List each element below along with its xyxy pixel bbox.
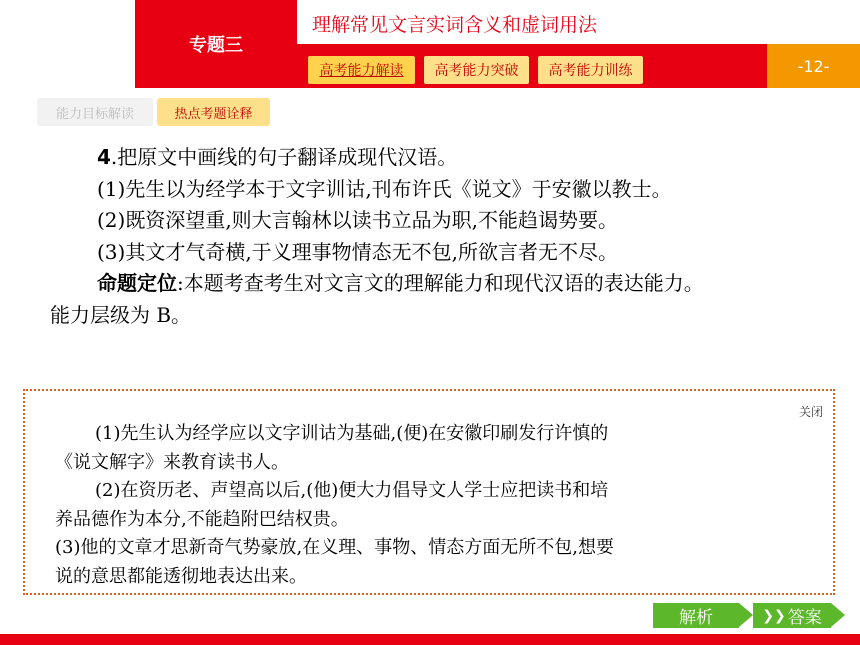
- double-chevron-icon: ❯❯: [762, 607, 786, 624]
- answer-2-line-1: (2)在资历老、声望高以后,(他)便大力倡导文人学士应把读书和培: [95, 480, 609, 501]
- close-button[interactable]: 关闭: [798, 405, 823, 419]
- corner-blank: [0, 0, 135, 88]
- answer-3-line-2: 说的意思都能透彻地表达出来。: [55, 565, 307, 587]
- answer-1-line-1: (1)先生认为经学应以文字训诂为基础,(便)在安徽印刷发行许慎的: [95, 423, 609, 444]
- question-number: 4: [97, 145, 111, 169]
- question-intro-text: .把原文中画线的句子翻译成现代汉语。: [110, 145, 458, 169]
- bottom-bar: [0, 634, 860, 645]
- subtab-goal-interpretation[interactable]: 能力目标解读: [37, 98, 153, 126]
- answer-button-tip: [831, 603, 845, 627]
- sentence-3: (3)其文才气奇横,于义理事物情态无不包,所欲言者无不尽。: [97, 239, 619, 264]
- tab-ability-breakthrough[interactable]: 高考能力突破: [424, 56, 529, 84]
- page-number: -12-: [767, 44, 860, 88]
- tab-ability-interpretation[interactable]: 高考能力解读: [308, 56, 415, 84]
- question-intro: [50, 142, 830, 174]
- answer-button[interactable]: [753, 603, 831, 628]
- proposition-position: [50, 268, 830, 300]
- answer-1-line-2: 《说文解字》来教育读书人。: [55, 451, 289, 473]
- subtab-hot-questions[interactable]: 热点考题诠释: [157, 98, 270, 126]
- answer-button-label: 答案: [787, 608, 822, 628]
- position-text-continued: 能力层级为 B。: [50, 302, 192, 327]
- sentence-1: (1)先生以为经学本于文字训诂,刊布许氏《说文》于安徽以教士。: [97, 176, 672, 201]
- page-title: 理解常见文言实词含义和虚词用法: [312, 14, 598, 36]
- analysis-button[interactable]: 解析: [653, 603, 739, 628]
- answer-2-line-2: 养品德作为本分,不能趋附巴结权贵。: [55, 508, 349, 530]
- tab-ability-training[interactable]: 高考能力训练: [538, 56, 643, 84]
- sentence-2: (2)既资深望重,则大言翰林以读书立品为职,不能趋谒势要。: [97, 208, 619, 232]
- position-text: :本题考查考生对文言文的理解能力和现代汉语的表达能力。: [177, 271, 704, 295]
- answer-box: [23, 389, 835, 595]
- answer-3-line-1: (3)他的文章才思新奇气势豪放,在义理、事物、情态方面无所不包,想要: [55, 537, 614, 558]
- arrow-icon: [739, 603, 753, 627]
- question-body: [50, 142, 830, 331]
- topic-label: 专题三: [135, 0, 297, 88]
- answer-text: [55, 420, 775, 591]
- position-label: 命题定位: [97, 271, 177, 295]
